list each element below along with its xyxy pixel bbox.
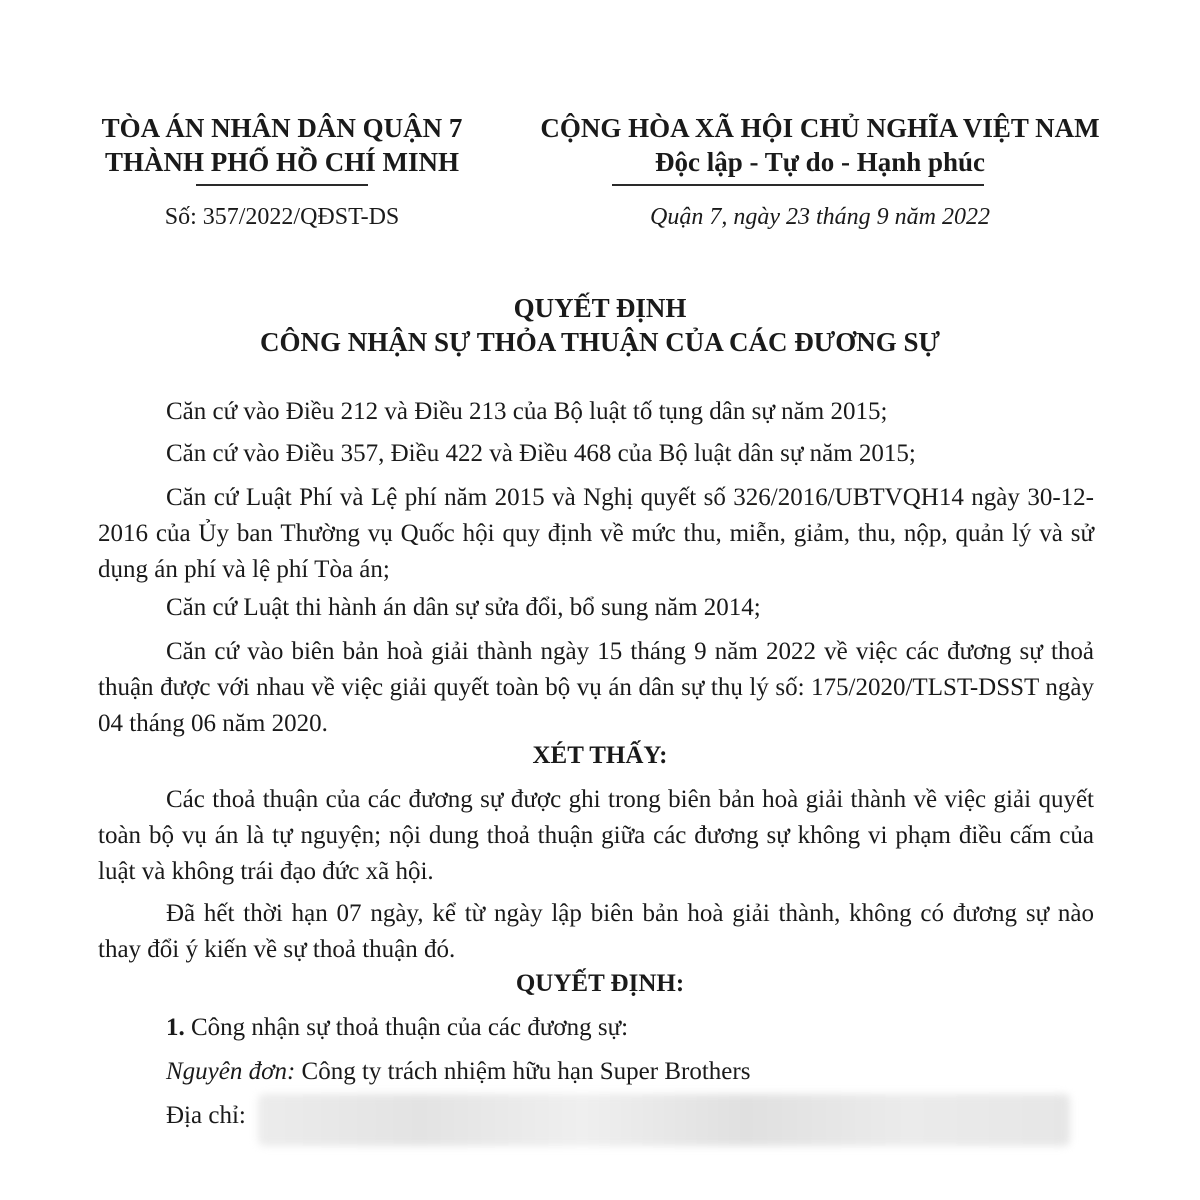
court-name-line2: THÀNH PHỐ HỒ CHÍ MINH bbox=[104, 147, 459, 177]
document-title: QUYẾT ĐỊNH bbox=[513, 293, 687, 323]
legal-basis-4: Căn cứ Luật thi hành án dân sự sửa đổi, bổ sung năm 2014; bbox=[166, 594, 761, 621]
legal-basis-5: Căn cứ vào biên bản hoà giải thành ngày 15 tháng 9 năm 2022 về việc các đương sự thoả thuận được với nhau về việc giải quyết toàn bộ vụ án dân sự thụ lý số: 175/2020/TLST-DSST ngày 04 tháng 06 năm 2020. bbox=[98, 638, 1094, 737]
motto-underline bbox=[612, 184, 984, 186]
redacted-address bbox=[258, 1094, 1070, 1146]
court-name-line1: TÒA ÁN NHÂN DÂN QUẬN 7 bbox=[101, 113, 463, 143]
country-name: CỘNG HÒA XÃ HỘI CHỦ NGHĨA VIỆT NAM bbox=[540, 113, 1100, 143]
national-motto: Độc lập - Tự do - Hạnh phúc bbox=[654, 147, 986, 177]
document-date: Quận 7, ngày 23 tháng 9 năm 2022 bbox=[650, 204, 990, 230]
decision-item-1 bbox=[166, 1010, 628, 1046]
court-underline bbox=[196, 184, 368, 186]
legal-basis-2: Căn cứ vào Điều 357, Điều 422 và Điều 468 của Bộ luật dân sự năm 2015; bbox=[166, 440, 916, 467]
findings-paragraph-1: Các thoả thuận của các đương sự được ghi trong biên bản hoà giải thành về việc giải quyết toàn bộ vụ án là tự nguyện; nội dung thoả thuận giữa các đương sự không vi phạm điều cấm của luật và không trái đạo đức xã hội. bbox=[98, 786, 1094, 885]
legal-basis-1: Căn cứ vào Điều 212 và Điều 213 của Bộ luật tố tụng dân sự năm 2015; bbox=[166, 398, 888, 425]
findings-heading: XÉT THẤY: bbox=[532, 742, 668, 769]
address-line bbox=[166, 1098, 246, 1134]
document-number: Số: 357/2022/QĐST-DS bbox=[164, 204, 400, 230]
decision-item-number: 1. bbox=[166, 1014, 185, 1041]
document-subtitle: CÔNG NHẬN SỰ THỎA THUẬN CỦA CÁC ĐƯƠNG SỰ bbox=[259, 327, 941, 357]
findings-paragraph-2: Đã hết thời hạn 07 ngày, kể từ ngày lập biên bản hoà giải thành, không có đương sự nào thay đổi ý kiến về sự thoả thuận đó. bbox=[98, 900, 1094, 963]
decision-item-text: Công nhận sự thoả thuận của các đương sự: bbox=[191, 1014, 629, 1041]
plaintiff-label: Nguyên đơn: bbox=[166, 1058, 296, 1085]
plaintiff-value: Công ty trách nhiệm hữu hạn Super Brothers bbox=[301, 1058, 751, 1085]
decision-heading: QUYẾT ĐỊNH: bbox=[515, 970, 685, 997]
address-label: Địa chỉ: bbox=[166, 1102, 246, 1129]
plaintiff-line bbox=[166, 1054, 750, 1090]
legal-basis-3: Căn cứ Luật Phí và Lệ phí năm 2015 và Nghị quyết số 326/2016/UBTVQH14 ngày 30-12-2016 của Ủy ban Thường vụ Quốc hội quy định về mức thu, miễn, giảm, thu, nộp, quản lý và sử dụng án phí và lệ phí Tòa án; bbox=[98, 484, 1094, 583]
